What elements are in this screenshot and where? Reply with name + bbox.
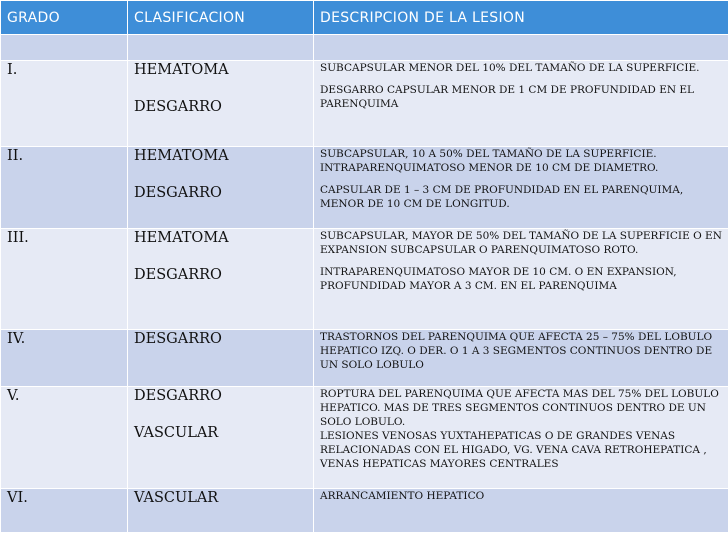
- clasificacion-item: VASCULAR: [134, 490, 219, 506]
- table-header-row: [1, 1, 728, 35]
- table-row-grade-1: [1, 61, 728, 147]
- empty-cell: [314, 35, 728, 61]
- descripcion-item: CAPSULAR DE 1 – 3 CM DE PROFUNDIDAD EN EL PARENQUIMA, MENOR DE 10 CM DE LONGITUD.: [320, 184, 684, 210]
- clasificacion-item: DESGARRO: [134, 267, 222, 283]
- clasificacion-cell: [128, 330, 314, 387]
- grado-cell: [1, 387, 128, 489]
- clasificacion-cell: [128, 387, 314, 489]
- grado-value: V.: [7, 388, 20, 404]
- descripcion-item: SUBCAPSULAR, MAYOR DE 50% DEL TAMAÑO DE LA SUPERFICIE O EN EXPANSION SUBCAPSULAR O PARENQUIMATOSO ROTO.: [320, 230, 722, 256]
- header-clasificacion: CLASIFICACION: [128, 1, 314, 35]
- descripcion-item: LESIONES VENOSAS YUXTAHEPATICAS O DE GRANDES VENAS RELACIONADAS CON EL HIGADO, VG. VENA CAVA RETROHEPATICA , VENAS HEPATICAS MAYORES CENTRALES: [320, 430, 707, 470]
- table-row-grade-4: [1, 330, 728, 387]
- table-row-grade-3: [1, 229, 728, 330]
- grado-value: IV.: [7, 331, 26, 347]
- empty-row: [1, 35, 728, 61]
- descripcion-cell: [314, 61, 728, 147]
- grado-cell: [1, 489, 128, 533]
- clasificacion-cell: [128, 229, 314, 330]
- descripcion-cell: [314, 387, 728, 489]
- clasificacion-item: DESGARRO: [134, 388, 222, 404]
- descripcion-cell: [314, 229, 728, 330]
- clasificacion-cell: [128, 147, 314, 229]
- grado-value: III.: [7, 230, 29, 246]
- grado-value: II.: [7, 148, 24, 164]
- descripcion-cell: [314, 489, 728, 533]
- grado-cell: [1, 229, 128, 330]
- table-row-grade-2: [1, 147, 728, 229]
- header-grado: GRADO: [1, 1, 128, 35]
- descripcion-item: SUBCAPSULAR MENOR DEL 10% DEL TAMAÑO DE LA SUPERFICIE.: [320, 62, 700, 74]
- descripcion-cell: [314, 147, 728, 229]
- grado-value: VI.: [7, 490, 28, 506]
- clasificacion-item: DESGARRO: [134, 331, 222, 347]
- grado-cell: [1, 61, 128, 147]
- clasificacion-item: HEMATOMA: [134, 230, 229, 246]
- grado-cell: [1, 330, 128, 387]
- clasificacion-item: DESGARRO: [134, 99, 222, 115]
- clasificacion-item: HEMATOMA: [134, 62, 229, 78]
- clasificacion-cell: [128, 489, 314, 533]
- table-row-grade-5: [1, 387, 728, 489]
- header-descripcion: DESCRIPCION DE LA LESION: [314, 1, 728, 35]
- grado-cell: [1, 147, 128, 229]
- descripcion-item: INTRAPARENQUIMATOSO MAYOR DE 10 CM. O EN EXPANSION, PROFUNDIDAD MAYOR A 3 CM. EN EL PARENQUIMA: [320, 266, 677, 292]
- clasificacion-cell: [128, 61, 314, 147]
- descripcion-cell: [314, 330, 728, 387]
- clasificacion-item: VASCULAR: [134, 425, 219, 441]
- grado-value: I.: [7, 62, 18, 78]
- empty-cell: [1, 35, 128, 61]
- empty-cell: [128, 35, 314, 61]
- clasificacion-item: DESGARRO: [134, 185, 222, 201]
- descripcion-item: ROPTURA DEL PARENQUIMA QUE AFECTA MAS DEL 75% DEL LOBULO HEPATICO. MAS DE TRES SEGMENTOS CONTINUOS DENTRO DE UN SOLO LOBULO.: [320, 388, 719, 428]
- descripcion-item: ARRANCAMIENTO HEPATICO: [320, 490, 485, 502]
- table-row-grade-6: [1, 489, 728, 533]
- clasificacion-item: HEMATOMA: [134, 148, 229, 164]
- descripcion-item: TRASTORNOS DEL PARENQUIMA QUE AFECTA 25 – 75% DEL LOBULO HEPATICO IZQ. O DER. O 1 A 3 SEGMENTOS CONTINUOS DENTRO DE UN SOLO LOBULO: [320, 331, 713, 371]
- descripcion-item: DESGARRO CAPSULAR MENOR DE 1 CM DE PROFUNDIDAD EN EL PARENQUIMA: [320, 84, 695, 110]
- descripcion-item: SUBCAPSULAR, 10 A 50% DEL TAMAÑO DE LA SUPERFICIE. INTRAPARENQUIMATOSO MENOR DE 10 CM DE DIAMETRO.: [320, 148, 659, 174]
